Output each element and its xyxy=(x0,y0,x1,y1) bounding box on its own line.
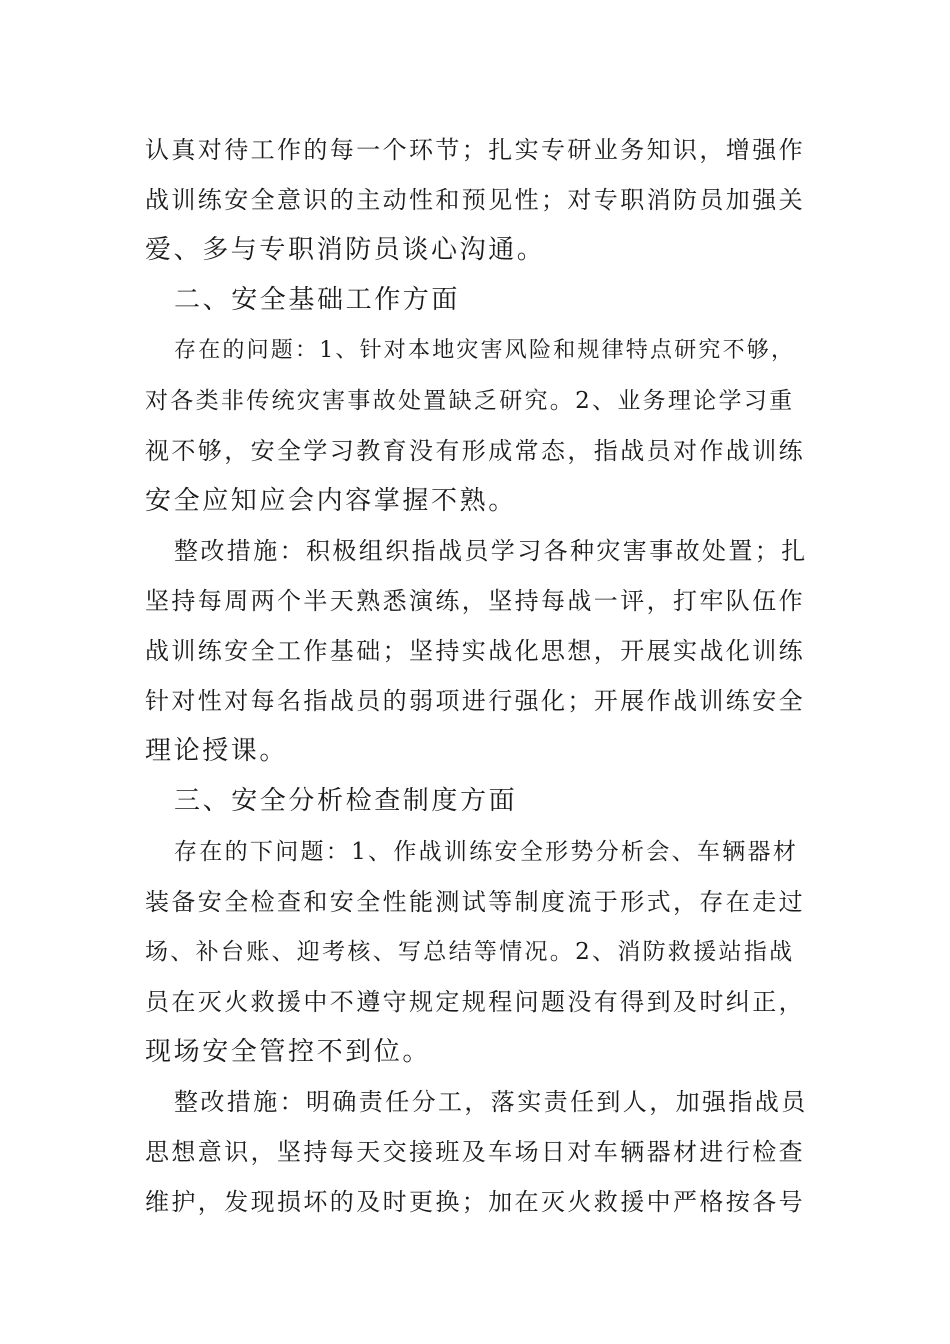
text-line: 安全应知应会内容掌握不熟。 xyxy=(145,486,517,516)
text-line: 爱、多与专职消防员谈心沟通。 xyxy=(145,235,546,265)
text-line: 维护，发现损坏的及时更换；加在灭火救援中严格按各号 xyxy=(145,1188,805,1216)
text-line: 思想意识，坚持每天交接班及车场日对车辆器材进行检查 xyxy=(145,1138,805,1166)
text-line: 整改措施：明确责任分工，落实责任到人，加强指战员 xyxy=(174,1088,808,1116)
section-heading: 二、安全基础工作方面 xyxy=(174,285,461,315)
text-line: 存在的下问题：1、作战训练安全形势分析会、车辆器材 xyxy=(174,839,799,865)
text-line: 员在灭火救援中不遵守规定规程问题没有得到及时纠正， xyxy=(145,988,805,1016)
text-line: 整改措施：积极组织指战员学习各种灾害事故处置；扎 xyxy=(174,537,808,565)
text-line: 认真对待工作的每一个环节；扎实专研业务知识，增强作 xyxy=(145,136,805,164)
text-line: 对各类非传统灾害事故处置缺乏研究。2、业务理论学习重 xyxy=(145,388,795,414)
text-line: 战训练安全意识的主动性和预见性；对专职消防员加强关 xyxy=(145,186,805,214)
text-line: 存在的问题：1、针对本地灾害风险和规律特点研究不够， xyxy=(174,338,796,363)
text-line: 针对性对每名指战员的弱项进行强化；开展作战训练安全 xyxy=(145,687,805,715)
text-line: 理论授课。 xyxy=(145,736,289,766)
text-line: 视不够，安全学习教育没有形成常态，指战员对作战训练 xyxy=(145,437,805,465)
text-line: 现场安全管控不到位。 xyxy=(145,1037,432,1067)
text-line: 装备安全检查和安全性能测试等制度流于形式，存在走过 xyxy=(145,888,805,916)
text-line: 场、补台账、迎考核、写总结等情况。2、消防救援站指战 xyxy=(145,939,795,965)
section-heading: 三、安全分析检查制度方面 xyxy=(174,786,518,816)
text-line: 坚持每周两个半天熟悉演练，坚持每战一评，打牢队伍作 xyxy=(145,587,805,615)
text-line: 战训练安全工作基础；坚持实战化思想，开展实战化训练 xyxy=(145,637,805,665)
